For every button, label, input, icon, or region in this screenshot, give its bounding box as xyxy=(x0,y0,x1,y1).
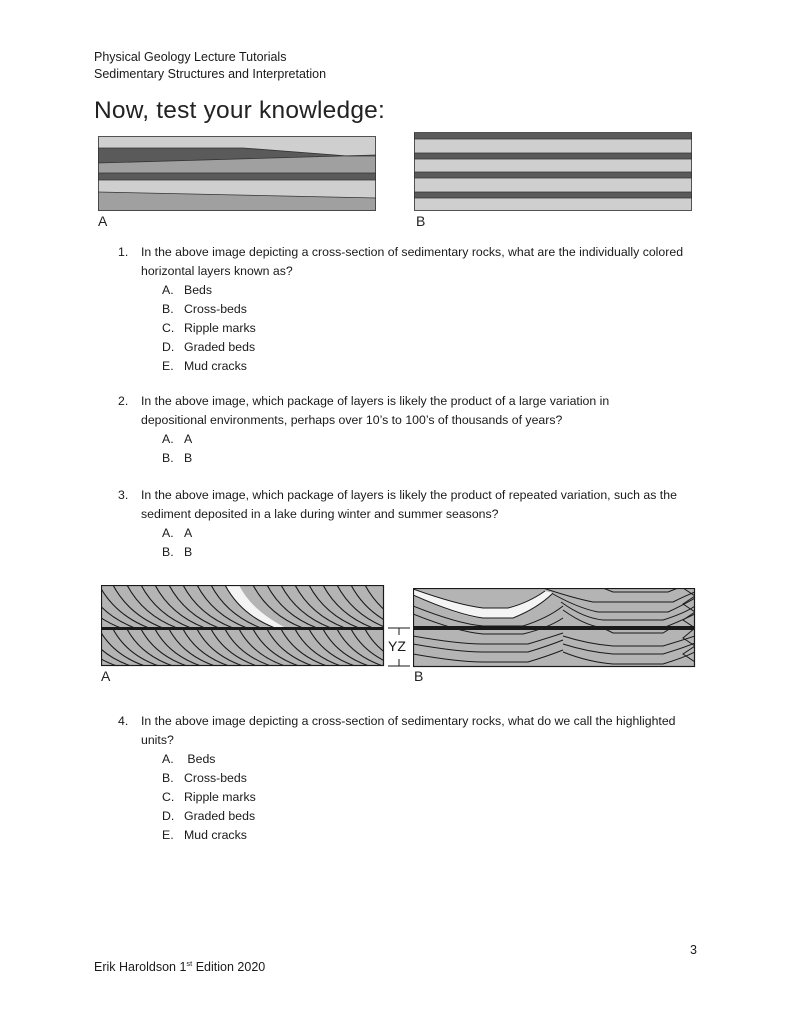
question-1 xyxy=(118,243,698,376)
section-subtitle: Sedimentary Structures and Interpretation xyxy=(94,67,327,81)
figure1-label-a: A xyxy=(98,213,108,229)
option-c[interactable]: C. Ripple marks xyxy=(162,321,256,335)
question-text: In the above image depicting a cross-section of sedimentary rocks, what do we call the highlighted units? xyxy=(141,714,676,747)
scale-label: YZ xyxy=(388,638,406,654)
question-number: 4. xyxy=(118,714,129,728)
figure-layers-b xyxy=(414,132,694,212)
answer-options xyxy=(162,524,713,562)
answer-options xyxy=(162,281,698,376)
question-number: 3. xyxy=(118,488,129,502)
answer-options xyxy=(162,430,658,468)
figure-crossbeds-b xyxy=(413,588,697,668)
option-b[interactable]: B. Cross-beds xyxy=(162,771,247,785)
page-title: Now, test your knowledge: xyxy=(94,97,385,124)
option-a[interactable]: A. Beds xyxy=(162,283,213,297)
figure2-label-a: A xyxy=(101,668,111,684)
figure-crossbeds-a xyxy=(101,585,386,667)
question-text: In the above image, which package of layers is likely the product of repeated variation, such as the sediment deposited in a lake during winter and summer seasons? xyxy=(141,488,677,521)
question-3 xyxy=(118,486,713,562)
question-text: In the above image, which package of layers is likely the product of a large variation in depositional environments, perhaps over 10’s to 100’s of thousands of years? xyxy=(141,394,610,427)
option-d[interactable]: D. Graded beds xyxy=(162,809,256,823)
question-number: 2. xyxy=(118,394,129,408)
figure2-label-b: B xyxy=(414,668,424,684)
question-4 xyxy=(118,712,678,845)
option-a[interactable]: A. A xyxy=(162,432,193,446)
question-text: In the above image depicting a cross-section of sedimentary rocks, what are the individually colored horizontal layers known as? xyxy=(141,245,684,278)
option-b[interactable]: B. B xyxy=(162,451,193,465)
question-number: 1. xyxy=(118,245,129,259)
question-2 xyxy=(118,392,658,468)
option-a[interactable]: A. Beds xyxy=(162,752,216,766)
option-a[interactable]: A. A xyxy=(162,526,193,540)
figure-layers-a xyxy=(98,136,378,212)
answer-options xyxy=(162,750,678,845)
option-e[interactable]: E. Mud cracks xyxy=(162,359,247,373)
option-b[interactable]: B. B xyxy=(162,545,193,559)
option-e[interactable]: E. Mud cracks xyxy=(162,828,247,842)
option-c[interactable]: C. Ripple marks xyxy=(162,790,256,804)
option-d[interactable]: D. Graded beds xyxy=(162,340,256,354)
footer-credit: Erik Haroldson 1st Edition 2020 xyxy=(94,959,266,974)
course-title: Physical Geology Lecture Tutorials xyxy=(94,50,287,64)
option-b[interactable]: B. Cross-beds xyxy=(162,302,247,316)
figure1-label-b: B xyxy=(416,213,426,229)
page-number: 3 xyxy=(690,943,697,957)
